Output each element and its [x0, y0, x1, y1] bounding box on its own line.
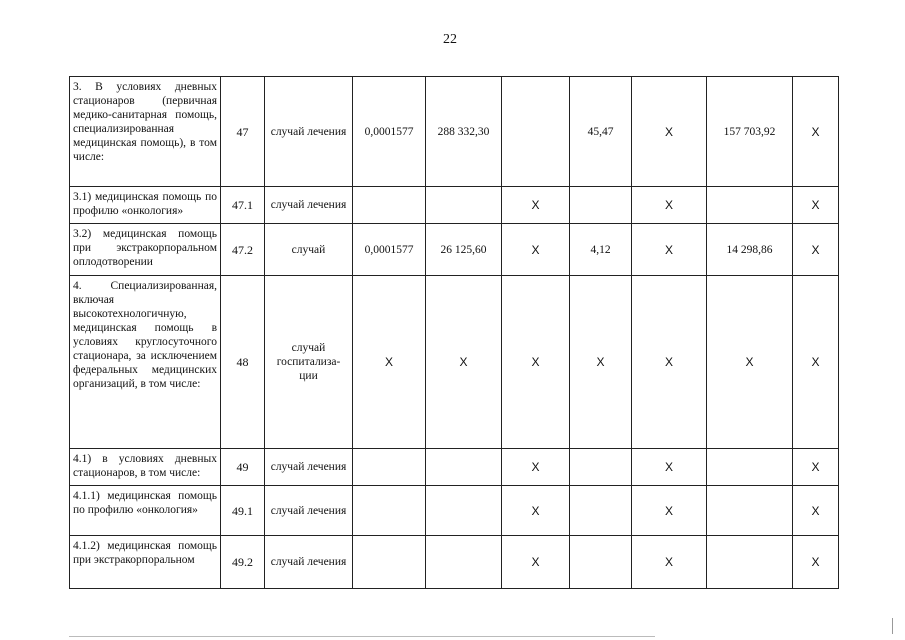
row-c4 [570, 449, 632, 486]
row-c5: Х [632, 224, 707, 276]
row-unit: случай лечения [265, 536, 353, 589]
row-c5: Х [632, 536, 707, 589]
row-c7: Х [793, 449, 839, 486]
page-number: 22 [443, 32, 457, 47]
row-c5: Х [632, 77, 707, 187]
row-name: 4.1.1) медицинская помощь по профилю «онкология» [70, 486, 221, 536]
row-name: 3.1) медицинская помощь по профилю «онкология» [70, 187, 221, 224]
footer-divider [69, 636, 655, 637]
row-c7: Х [793, 486, 839, 536]
row-name: 4. Специализированная, включая высокотехнологичную, медицинская помощь в условиях круглосуточного стационара, за исключением федеральных медицинских организаций, в том числе: [70, 276, 221, 449]
row-unit: случай лечения [265, 187, 353, 224]
table-row [70, 449, 839, 486]
row-c6 [707, 449, 793, 486]
row-c7: Х [793, 77, 839, 187]
row-c1 [353, 486, 426, 536]
row-c5: Х [632, 449, 707, 486]
row-c1 [353, 449, 426, 486]
row-c1: 0,0001577 [353, 224, 426, 276]
row-name: 3.2) медицинская помощь при экстракорпоральном оплодотворении [70, 224, 221, 276]
row-unit: случай [265, 224, 353, 276]
row-c2 [426, 486, 502, 536]
row-c7: Х [793, 187, 839, 224]
row-c3: Х [502, 536, 570, 589]
row-c2: 288 332,30 [426, 77, 502, 187]
row-code: 49.2 [221, 536, 265, 589]
row-c4: 45,47 [570, 77, 632, 187]
row-c4: 4,12 [570, 224, 632, 276]
row-c5: Х [632, 486, 707, 536]
row-name: 4.1.2) медицинская помощь при экстракорпоральном [70, 536, 221, 589]
row-c4: Х [570, 276, 632, 449]
row-code: 48 [221, 276, 265, 449]
table-row [70, 77, 839, 187]
row-c3: Х [502, 276, 570, 449]
row-code: 49 [221, 449, 265, 486]
row-c2 [426, 449, 502, 486]
row-c3: Х [502, 224, 570, 276]
table-row [70, 224, 839, 276]
row-c7: Х [793, 276, 839, 449]
row-c3: Х [502, 187, 570, 224]
row-c6: Х [707, 276, 793, 449]
row-unit: случай лечения [265, 486, 353, 536]
row-unit: случай госпитализа-ции [265, 276, 353, 449]
row-code: 49.1 [221, 486, 265, 536]
row-c2 [426, 187, 502, 224]
row-c3: Х [502, 486, 570, 536]
row-unit: случай лечения [265, 449, 353, 486]
table-row [70, 486, 839, 536]
row-c6 [707, 536, 793, 589]
row-c1 [353, 187, 426, 224]
table-row [70, 536, 839, 589]
margin-mark [892, 618, 893, 634]
row-c2 [426, 536, 502, 589]
row-c4 [570, 536, 632, 589]
row-name: 4.1) в условиях дневных стационаров, в том числе: [70, 449, 221, 486]
row-name: 3. В условиях дневных стационаров (первичная медико-санитарная помощь, специализированная медицинская помощь), в том числе: [70, 77, 221, 187]
row-c5: Х [632, 187, 707, 224]
row-c4 [570, 486, 632, 536]
row-c3 [502, 77, 570, 187]
table-row [70, 187, 839, 224]
row-c1: 0,0001577 [353, 77, 426, 187]
row-c2: 26 125,60 [426, 224, 502, 276]
row-c6 [707, 486, 793, 536]
row-c5: Х [632, 276, 707, 449]
table-row [70, 276, 839, 449]
row-c6: 14 298,86 [707, 224, 793, 276]
row-code: 47.1 [221, 187, 265, 224]
row-c1: Х [353, 276, 426, 449]
row-c7: Х [793, 224, 839, 276]
data-table [69, 76, 839, 589]
row-c6: 157 703,92 [707, 77, 793, 187]
row-code: 47.2 [221, 224, 265, 276]
row-c2: Х [426, 276, 502, 449]
row-unit: случай лечения [265, 77, 353, 187]
row-c7: Х [793, 536, 839, 589]
row-c1 [353, 536, 426, 589]
row-c3: Х [502, 449, 570, 486]
row-c6 [707, 187, 793, 224]
row-code: 47 [221, 77, 265, 187]
row-c4 [570, 187, 632, 224]
